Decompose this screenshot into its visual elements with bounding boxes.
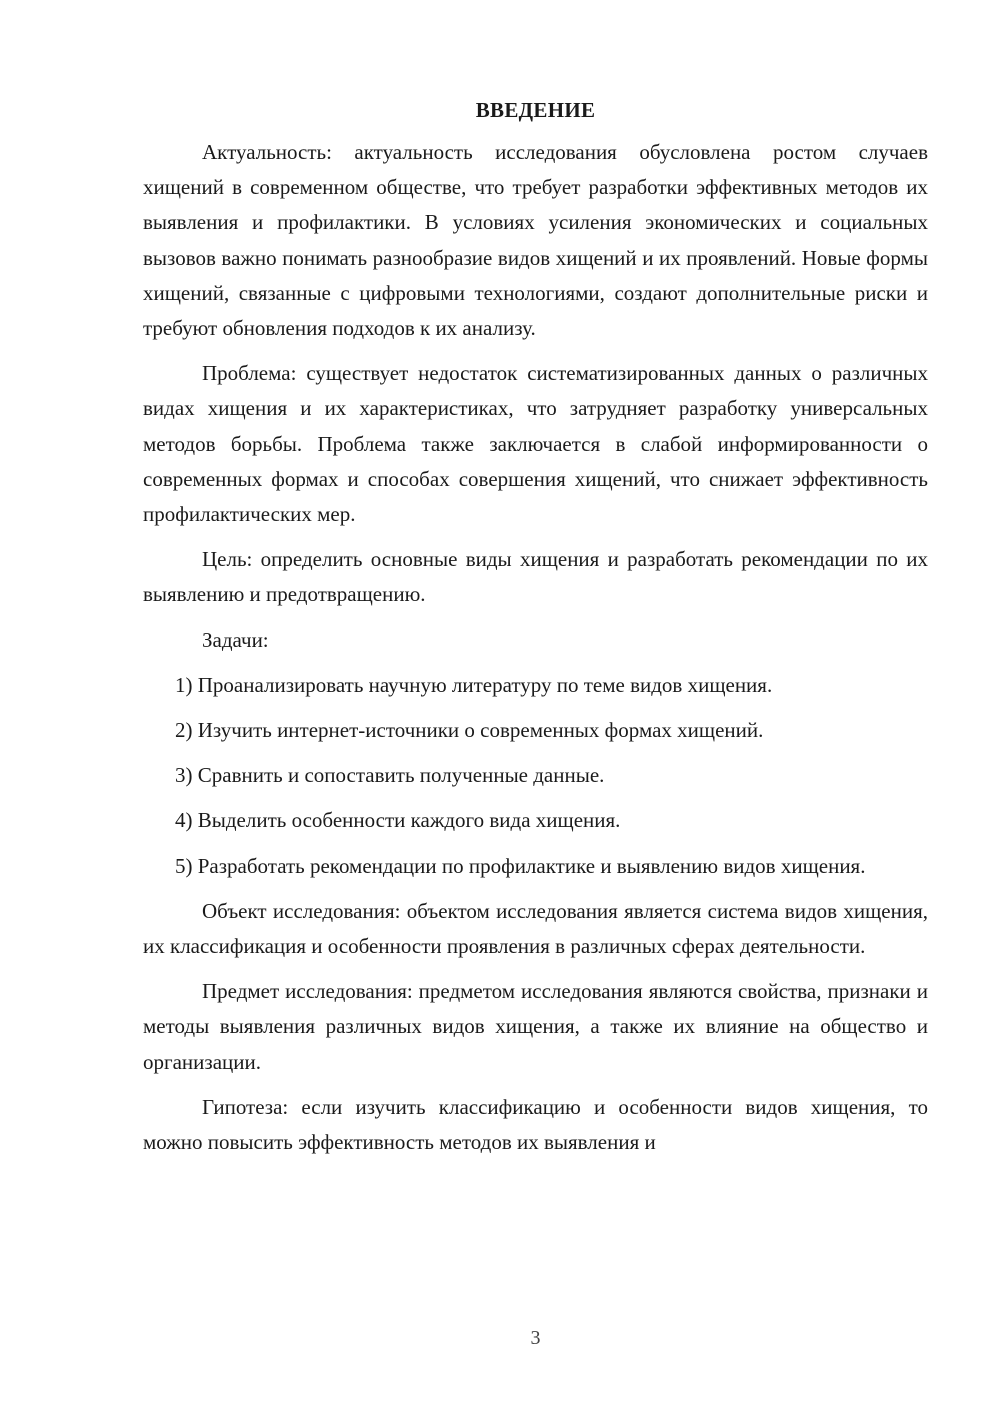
paragraph-goal: Цель: определить основные виды хищения и разработать рекомендации по их выявлению и предотвращению. — [143, 547, 928, 607]
paragraph-relevance: Актуальность: актуальность исследования обусловлена ростом случаев хищений в современном обществе, что требует разработки эффективных методов их выявления и профилактики. В условиях усиления экономических и социальных вызовов важно понимать разнообразие видов хищений и их проявлений. Новые формы хищений, связанные с цифровыми технологиями, создают дополнительные риски и требуют обновления подходов к их анализу. — [143, 140, 928, 341]
page-number: 3 — [530, 1327, 541, 1349]
document-page — [143, 93, 928, 1170]
tasks-list — [143, 668, 928, 884]
task-item: 5) Разработать рекомендации по профилактике и выявлению видов хищения. — [175, 853, 866, 878]
paragraph-hypothesis: Гипотеза: если изучить классификацию и особенности видов хищения, то можно повысить эффективность методов их выявления и — [143, 1094, 928, 1155]
task-item: 4) Выделить особенности каждого вида хищения. — [175, 808, 621, 833]
paragraph-subject: Предмет исследования: предметом исследования являются свойства, признаки и методы выявления различных видов хищения, а также их влияние на общество и организации. — [143, 979, 928, 1074]
task-item: 1) Проанализировать научную литературу по теме видов хищения. — [175, 672, 773, 697]
paragraph-object: Объект исследования: объектом исследования является система видов хищения, их классификация и особенности проявления в различных сферах деятельности. — [143, 898, 928, 959]
task-item: 3) Сравнить и сопоставить полученные данные. — [175, 763, 605, 788]
tasks-heading: Задачи: — [202, 627, 269, 652]
section-title: ВВЕДЕНИЕ — [475, 98, 596, 122]
paragraph-problem: Проблема: существует недостаток систематизированных данных о различных видах хищения и их характеристиках, что затрудняет разработку универсальных методов борьбы. Проблема также заключается в слабой информированности о современных формах и способах совершения хищений, что снижает эффективность профилактических мер. — [143, 361, 928, 527]
task-item: 2) Изучить интернет-источники о современных формах хищений. — [175, 718, 764, 743]
